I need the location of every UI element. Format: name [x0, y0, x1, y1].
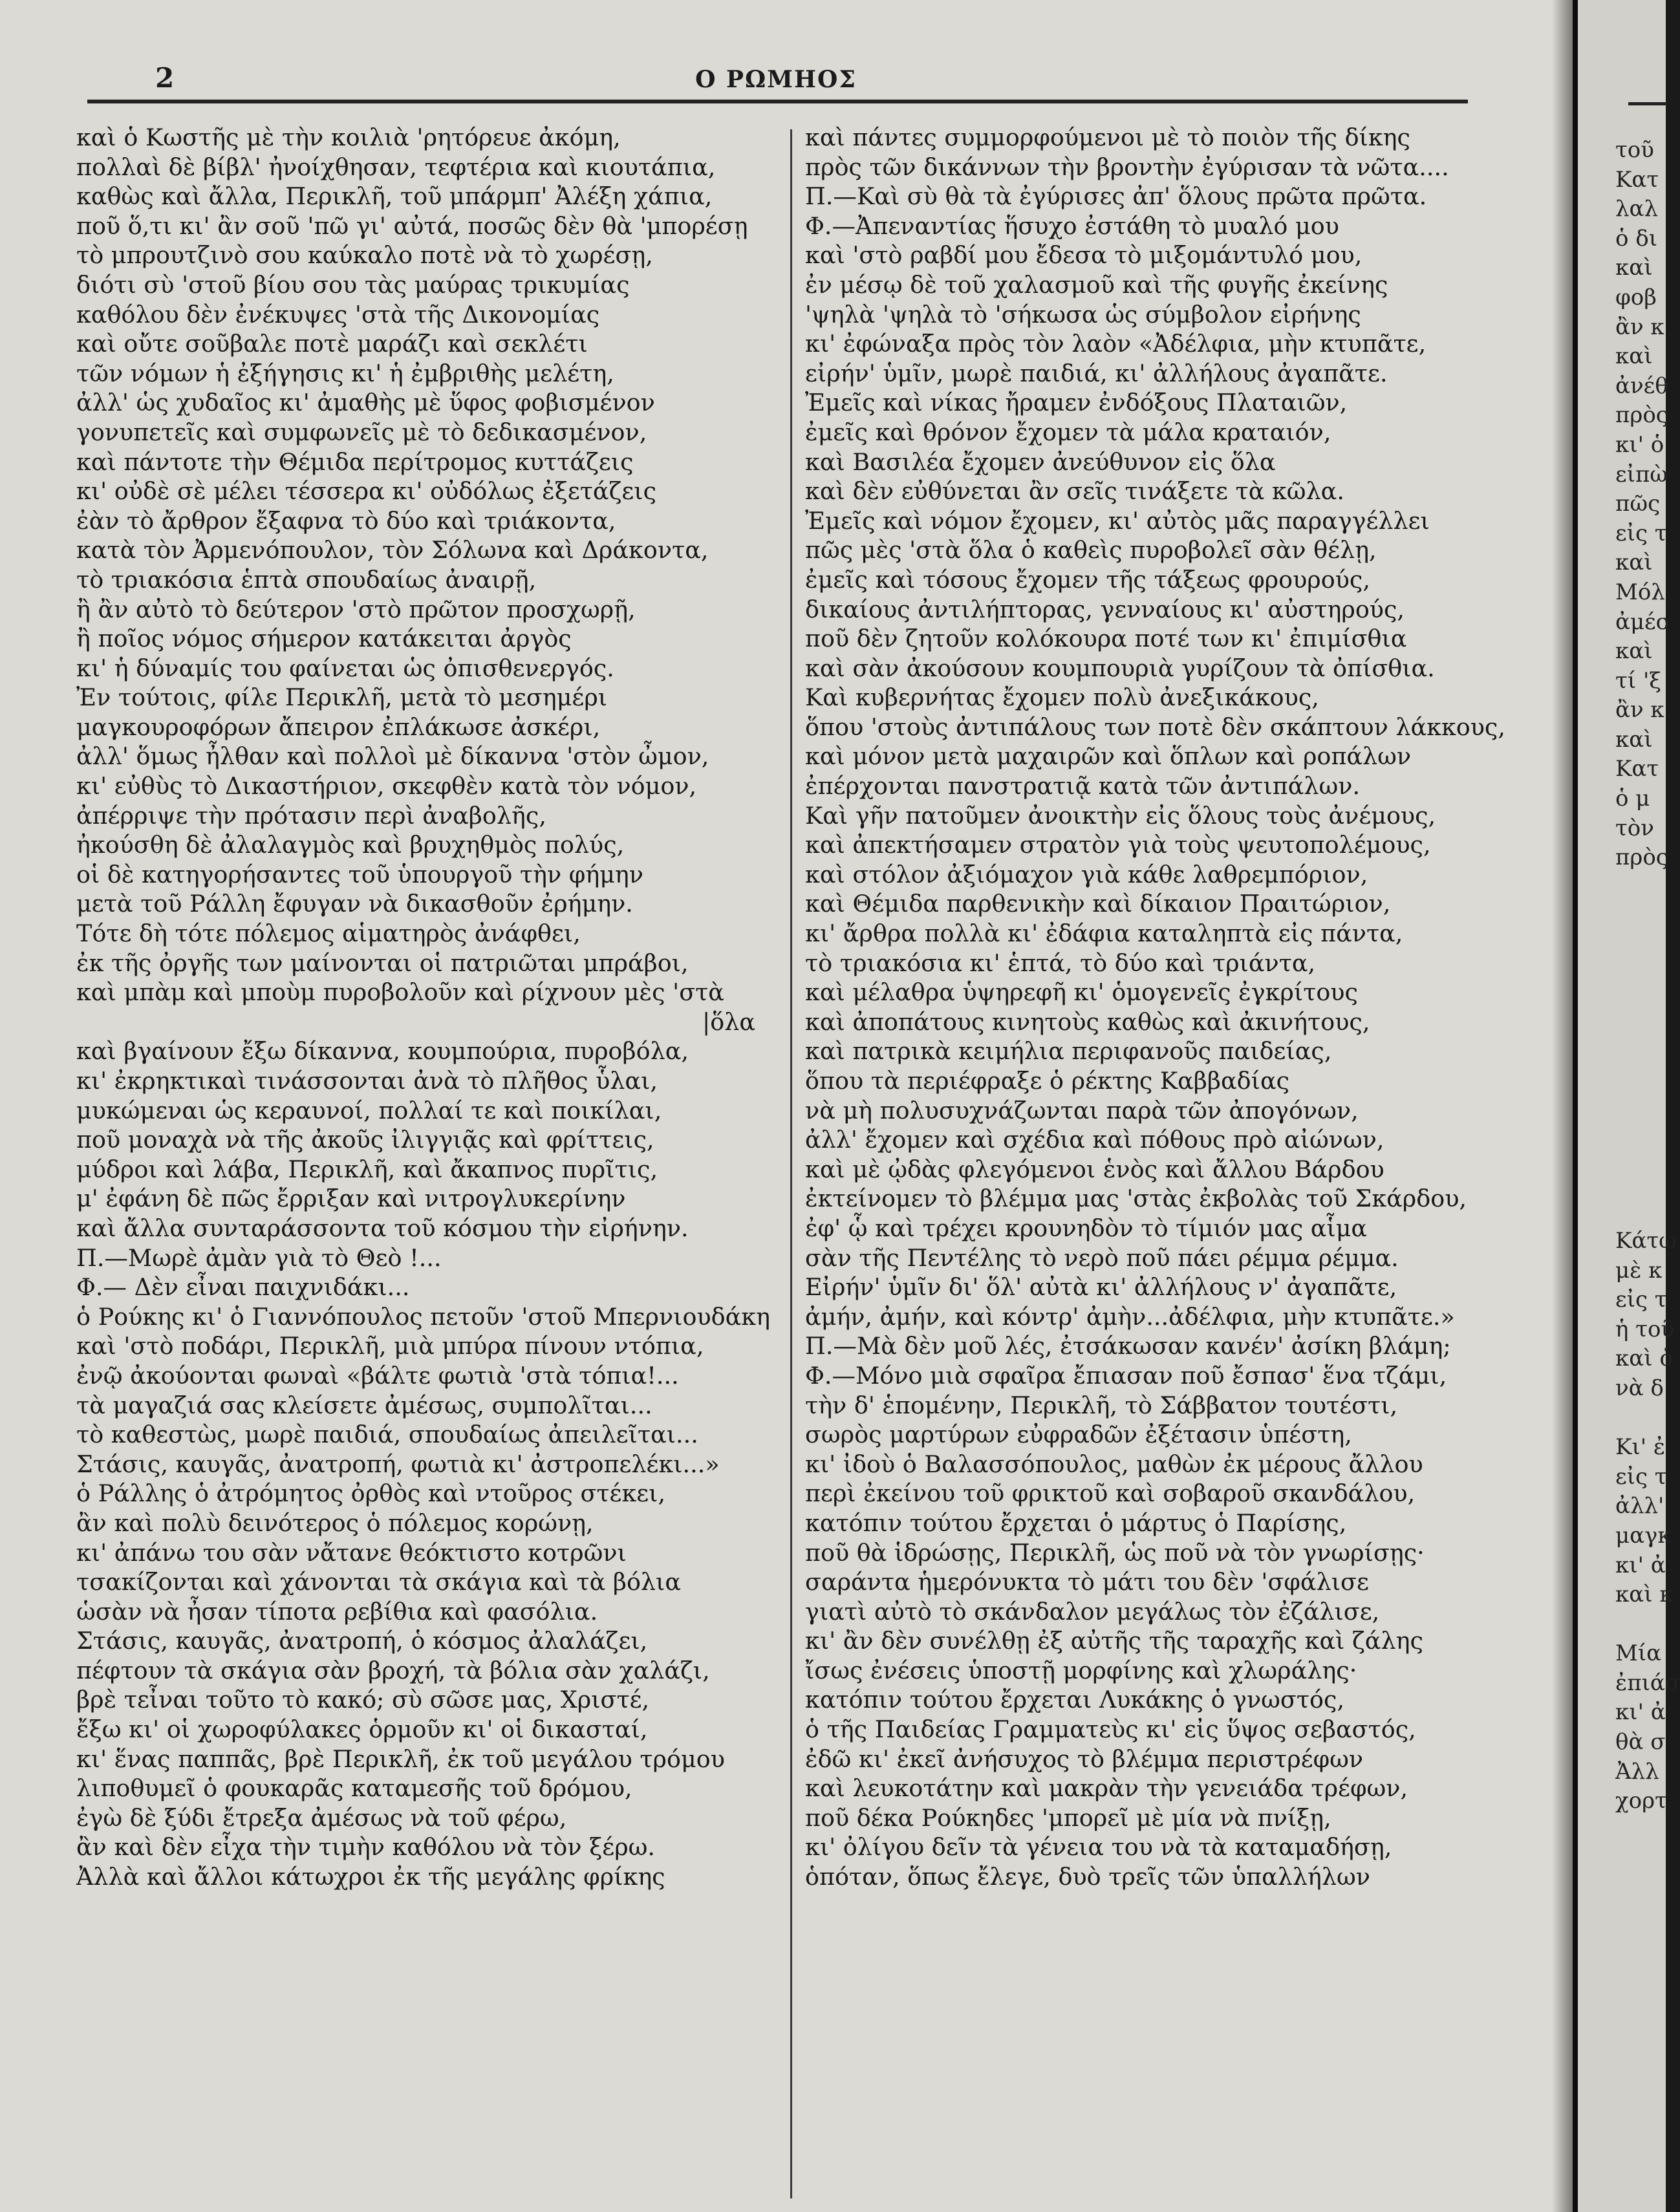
- text-fragment: ὁ δι: [1615, 225, 1658, 252]
- adjacent-page-text: [1615, 136, 1680, 1816]
- text-line: καὶ 'στὸ ραβδί μου ἔδεσα τὸ μιξομάντυλό μου,: [805, 241, 1362, 270]
- text-fragment: [1615, 1138, 1680, 1168]
- text-line: καὶ πάντοτε τὴν Θέμιδα περίτρομος κυττάζεις: [76, 447, 634, 476]
- text-line: λιποθυμεῖ ὁ φουκαρᾶς καταμεσῆς τοῦ δρόμου,: [76, 1774, 632, 1803]
- text-line: τῶν νόμων ἡ ἐξήγησις κι' ἡ ἐμβριθὴς μελέτη,: [76, 359, 614, 387]
- text-fragment: τί 'ξ: [1615, 667, 1662, 694]
- text-line: τὸ καθεστὼς, μωρὲ παιδιά, σπουδαίως ἀπειλεῖται...: [76, 1421, 698, 1449]
- text-fragment: χορτ: [1615, 1788, 1667, 1814]
- text-line: κι' ἀπάνω του σὰν νἄτανε θεόκτιστο κοτρῶνι: [76, 1538, 627, 1567]
- text-line: ἐφ' ᾧ καὶ τρέχει κρουνηδὸν τὸ τίμιόν μας αἷμα: [805, 1214, 1368, 1242]
- text-fragment: καὶ: [1615, 343, 1653, 370]
- text-line: ἔξω κι' οἱ χωροφύλακες ὁρμοῦν κι' οἱ δικασταί,: [76, 1715, 648, 1744]
- text-line: Καὶ γῆν πατοῦμεν ἀνοικτὴν εἰς ὅλους τοὺς ἀνέμους,: [805, 801, 1436, 830]
- text-fragment: [1615, 1049, 1680, 1079]
- text-fragment: ἀμέσ: [1615, 608, 1671, 635]
- header-rule: [87, 100, 1468, 103]
- text-fragment: κι' ἀ: [1615, 1699, 1666, 1726]
- text-line: ἐγὼ δὲ ξύδι ἔτρεξα ἀμέσως νὰ τοῦ φέρω,: [76, 1803, 567, 1832]
- text-line: ἀμήν, ἀμήν, καὶ κόντρ' ἀμὴν...ἀδέλφια, μὴν κτυπᾶτε.»: [805, 1302, 1455, 1331]
- text-line: εἰρήν' ὑμῖν, μωρὲ παιδιά, κι' ἀλλήλους ἀγαπᾶτε.: [805, 359, 1388, 387]
- text-line: τὸ τριακόσια κι' ἑπτά, τὸ δύο καὶ τριάντα,: [805, 949, 1316, 977]
- text-line: Ἐμεῖς καὶ νόμον ἔχομεν, κι' αὐτὸς μᾶς παραγγέλλει: [805, 506, 1430, 535]
- text-fragment: ὁ μ: [1615, 786, 1650, 812]
- text-fragment: ἂν κ: [1615, 314, 1664, 340]
- text-line: πέφτουν τὰ σκάγια σὰν βροχή, τὰ βόλια σὰν χαλάζι,: [76, 1656, 710, 1684]
- text-line: κατόπιν τούτου ἔρχεται Λυκάκης ὁ γνωστός,: [805, 1686, 1345, 1714]
- text-fragment: Κατ: [1615, 166, 1659, 193]
- text-line: ποῦ δὲν ζητοῦν κολόκουρα ποτέ των κι' ἐπιμίσθια: [805, 625, 1407, 653]
- text-fragment: [1615, 932, 1680, 961]
- text-line: ἀλλ' ὡς χυδαῖος κι' ἀμαθὴς μὲ ὕφος φοβισμένον: [76, 389, 655, 417]
- text-fragment: εἰς τ: [1615, 1287, 1667, 1313]
- text-fragment: [1615, 1197, 1680, 1227]
- text-line: ἐμεῖς καὶ θρόνον ἔχομεν τὰ μάλα κραταιόν,: [805, 418, 1331, 446]
- text-fragment: Μόλ: [1615, 579, 1665, 605]
- text-line: Φ.— Δὲν εἶναι παιχνιδάκι...: [76, 1273, 410, 1302]
- text-line: καὶ βγαίνουν ἔξω δίκαννα, κουμπούρια, πυροβόλα,: [76, 1037, 689, 1066]
- text-line: ὅπου τὰ περιέφραξε ὁ ρέκτης Καββαδίας: [805, 1067, 1290, 1095]
- text-line: ἐνῷ ἀκούονται φωναὶ «βάλτε φωτιὰ 'στὰ τόπια!...: [76, 1361, 679, 1390]
- text-line: ἀπέρριψε τὴν πρότασιν περὶ ἀναβολῆς,: [76, 801, 546, 830]
- text-fragment: κι' ὁ: [1615, 431, 1664, 458]
- text-line: κι' ὀλίγου δεῖν τὰ γένεια του νὰ τὰ καταμαδήσῃ,: [805, 1833, 1392, 1862]
- text-line: πρὸς τῶν δικάννων τὴν βροντὴν ἐγύρισαν τὰ νῶτα....: [805, 153, 1449, 181]
- text-line: καὶ ὁ Κωστῆς μὲ τὴν κοιλιὰ 'ρητόρευε ἀκόμη,: [76, 123, 621, 151]
- text-fragment: ἀλλ': [1615, 1493, 1664, 1519]
- text-line: ἐν μέσῳ δὲ τοῦ χαλασμοῦ καὶ τῆς φυγῆς ἐκείνης: [805, 270, 1388, 299]
- text-line: καὶ μὲ ᾠδὰς φλεγόμενοι ἑνὸς καὶ ἄλλου Βάρδου: [805, 1155, 1384, 1183]
- text-fragment: Κατ: [1615, 756, 1659, 782]
- text-fragment: πρὸς: [1615, 402, 1668, 429]
- text-fragment: καὶ: [1615, 550, 1653, 576]
- text-line: μύδροι καὶ λάβα, Περικλῆ, καὶ ἄκαπνος πυρῖτις,: [76, 1155, 658, 1183]
- text-line: ὁ τῆς Παιδείας Γραμματεὺς κι' εἰς ὕψος σεβαστός,: [805, 1715, 1416, 1744]
- text-line: Π.—Μωρὲ ἀμὰν γιὰ τὸ Θεὸ !...: [76, 1243, 442, 1272]
- text-line: ἐὰν τὸ ἄρθρον ἔξαφνα τὸ δύο καὶ τριάκοντα,: [76, 506, 616, 535]
- text-fragment: τὸν: [1615, 815, 1654, 841]
- text-line: γιατὶ αὐτὸ τὸ σκάνδαλον μεγάλως τὸν ἐζάλισε,: [805, 1597, 1380, 1626]
- text-fragment: εἰς τ: [1615, 520, 1667, 546]
- text-line: καὶ Βασιλέα ἔχομεν ἀνεύθυνον εἰς ὅλα: [805, 447, 1276, 476]
- text-line: πῶς μὲς 'στὰ ὅλα ὁ καθεὶς πυροβολεῖ σὰν θέλῃ,: [805, 536, 1377, 564]
- text-line: καὶ μόνον μετὰ μαχαιρῶν καὶ ὅπλων καὶ ροπάλων: [805, 742, 1412, 771]
- text-line: κατὰ τὸν Ἀρμενόπουλον, τὸν Σόλωνα καὶ Δράκοντα,: [76, 536, 709, 564]
- text-line: ἀλλ' ὅμως ἦλθαν καὶ πολλοὶ μὲ δίκαννα 'στὸν ὦμον,: [76, 742, 709, 771]
- text-fragment: ἂν κ: [1615, 697, 1664, 724]
- text-line: ἠκούσθη δὲ ἀλαλαγμὸς καὶ βρυχηθμὸς πολύς,: [76, 831, 625, 859]
- text-line: καὶ μέλαθρα ὑψηρεφῆ κι' ὁμογενεῖς ἐγκρίτους: [805, 978, 1358, 1007]
- text-fragment: καὶ ὁ: [1615, 1346, 1673, 1372]
- text-line: κι' ἂν δὲν συνέλθῃ ἐξ αὐτῆς τῆς ταραχῆς καὶ ζάλης: [805, 1627, 1423, 1655]
- text-fragment: πῶς: [1615, 491, 1661, 517]
- text-fragment: [1615, 1020, 1680, 1050]
- text-fragment: Κι' ἐ: [1615, 1434, 1666, 1461]
- text-line: 'ψηλὰ 'ψηλὰ τὸ 'σήκωσα ὡς σύμβολον εἰρήνης: [805, 300, 1361, 328]
- text-line: καὶ 'στὸ ποδάρι, Περικλῆ, μιὰ μπύρα πίνουν ντόπια,: [76, 1332, 704, 1360]
- text-fragment: [1615, 902, 1680, 932]
- text-line: τὴν δ' ἑπομένην, Περικλῆ, τὸ Σάββατον τουτέστι,: [805, 1391, 1398, 1419]
- text-fragment: Κάτω: [1615, 1227, 1677, 1254]
- adjacent-page-rule: [1628, 102, 1667, 105]
- text-fragment: καὶ: [1615, 726, 1653, 753]
- text-line: γονυπετεῖς καὶ συμφωνεῖς μὲ τὸ δεδικασμένον,: [76, 418, 647, 446]
- text-fragment: Μία: [1615, 1640, 1662, 1667]
- text-line: κατόπιν τούτου ἔρχεται ὁ μάρτυς ὁ Παρίσης,: [805, 1509, 1347, 1537]
- text-line: ὅπου 'στοὺς ἀντιπάλους των ποτὲ δὲν σκάπτουν λάκκους,: [805, 713, 1505, 741]
- text-fragment: καὶ: [1615, 255, 1653, 281]
- text-fragment: ἐπιάσ: [1615, 1670, 1680, 1696]
- text-line: Εἰρήν' ὑμῖν δι' ὅλ' αὐτὰ κι' ἀλλήλους ν' ἀγαπᾶτε,: [805, 1273, 1397, 1302]
- text-line: Π.—Καὶ σὺ θὰ τὰ ἐγύρισες ἀπ' ὅλους πρῶτα πρῶτα.: [805, 182, 1427, 211]
- text-line: ἢ ἂν αὐτὸ τὸ δεύτερον 'στὸ πρῶτον προσχωρῇ,: [76, 595, 636, 623]
- text-line: σωρὸς μαρτύρων εὐφραδῶν ἐξέτασιν ὑπέστη,: [805, 1421, 1352, 1449]
- running-title: Ο ΡΩΜΗΟΣ: [695, 66, 857, 93]
- text-line: καὶ στόλον ἀξιόμαχον γιὰ κάθε λαθρεμπόριον,: [805, 860, 1368, 888]
- text-line: ἂν καὶ δὲν εἶχα τὴν τιμὴν καθόλου νὰ τὸν ξέρω.: [76, 1833, 656, 1862]
- text-line: ἐδῶ κι' ἐκεῖ ἀνήσυχος τὸ βλέμμα περιστρέφων: [805, 1745, 1364, 1773]
- text-line: ὁ Ράλλης ὁ ἀτρόμητος ὀρθὸς καὶ ντοῦρος στέκει,: [76, 1479, 666, 1508]
- left-column: [76, 123, 775, 1892]
- text-line: διότι σὺ 'στοῦ βίου σου τὰς μαύρας τρικυμίας: [76, 270, 630, 299]
- text-line: τὰ μαγαζιά σας κλείσετε ἀμέσως, συμπολῖται...: [76, 1391, 652, 1419]
- text-fragment: εἰς τ: [1615, 1463, 1667, 1490]
- text-line: Στάσις, καυγᾶς, ἀνατροπή, φωτιὰ κι' ἀστροπελέκι...»: [76, 1450, 720, 1478]
- text-line: κι' ἐκρηκτικαὶ τινάσσονται ἀνὰ τὸ πλῆθος ὗλαι,: [76, 1067, 658, 1095]
- text-fragment: μαγκ: [1615, 1522, 1672, 1549]
- text-line: κι' ἰδοὺ ὁ Βαλασσόπουλος, μαθὼν ἐκ μέρους ἄλλου: [805, 1450, 1423, 1478]
- text-line: Τότε δὴ τότε πόλεμος αἱματηρὸς ἀνάφθει,: [76, 919, 581, 948]
- text-line: καθὼς καὶ ἄλλα, Περικλῆ, τοῦ μπάρμπ' Ἀλέξη χάπια,: [76, 182, 713, 211]
- text-line: Φ.—Ἀπεναντίας ἥσυχο ἐστάθη τὸ μυαλό μου: [805, 211, 1339, 240]
- text-line: καὶ ἄλλα συνταράσσοντα τοῦ κόσμου τὴν εἰρήνην.: [76, 1214, 689, 1242]
- text-line: καὶ ἀπεκτήσαμεν στρατὸν γιὰ τοὺς ψευτοπολέμους,: [805, 831, 1431, 859]
- text-fragment: Ἀλλ: [1615, 1758, 1659, 1785]
- text-line: οἱ δὲ κατηγορήσαντες τοῦ ὑπουργοῦ τὴν φήμην: [76, 860, 643, 888]
- text-line: μαγκουροφόρων ἄπειρον ἐπλάκωσε ἀσκέρι,: [76, 713, 601, 741]
- text-line: καὶ οὔτε σοῦβαλε ποτὲ μαράζι καὶ σεκλέτι: [76, 330, 588, 358]
- text-fragment: νὰ δ: [1615, 1375, 1664, 1401]
- adjacent-page-edge: [1578, 0, 1680, 2212]
- text-fragment: [1615, 961, 1680, 991]
- text-line: ἴσως ἐνέσεις ὑποστῇ μορφίνης καὶ χλωράλης·: [805, 1656, 1357, 1684]
- text-fragment: κι' ἀ: [1615, 1552, 1666, 1578]
- text-line: περὶ ἐκείνου τοῦ φρικτοῦ καὶ σοβαροῦ σκανδάλου,: [805, 1479, 1416, 1508]
- text-line: ποῦ θὰ ἱδρώσῃς, Περικλῆ, ὡς ποῦ νὰ τὸν γνωρίσῃς·: [805, 1538, 1425, 1567]
- text-line: κι' ἐφώναξα πρὸς τὸν λαὸν «Ἀδέλφια, μὴν κτυπᾶτε,: [805, 330, 1427, 358]
- text-line: καὶ πάντες συμμορφούμενοι μὲ τὸ ποιὸν τῆς δίκης: [805, 123, 1410, 151]
- text-line: τὸ μπρουτζινὸ σου καύκαλο ποτὲ νὰ τὸ χωρέσῃ,: [76, 241, 653, 270]
- text-line: ἢ ποῖος νόμος σήμερον κατάκειται ἀργὸς: [76, 625, 572, 653]
- text-line: σὰν τῆς Πεντέλης τὸ νερὸ ποῦ πάει ρέμμα ρέμμα.: [805, 1243, 1399, 1272]
- text-line: δικαίους ἀντιλήπτορας, γενναίους κι' αὐστηρούς,: [805, 595, 1405, 623]
- text-line: ποῦ δέκα Ρούκηδες 'μπορεῖ μὲ μία νὰ πνίξῃ,: [805, 1803, 1331, 1832]
- text-line: ὁπόταν, ὅπως ἔλεγε, δυὸ τρεῖς τῶν ὑπαλλήλων: [805, 1863, 1370, 1891]
- page-gutter-shadow: [1552, 0, 1578, 2212]
- text-line: ἀλλ' ἔχομεν καὶ σχέδια καὶ πόθους πρὸ αἰώνων,: [805, 1126, 1384, 1154]
- text-line: Ἀλλὰ καὶ ἄλλοι κάτωχροι ἐκ τῆς μεγάλης φρίκης: [76, 1863, 665, 1891]
- text-line: ἐμεῖς καὶ τόσους ἔχομεν τῆς τάξεως φρουρούς,: [805, 565, 1370, 594]
- text-line: καὶ Θέμιδα παρθενικὴν καὶ δίκαιον Πραιτώριον,: [805, 890, 1391, 918]
- page-number: 2: [155, 62, 175, 94]
- text-fragment: ἡ τοῦ: [1615, 1316, 1675, 1342]
- text-line: καὶ λευκοτάτην καὶ μακρὰν τὴν γενειάδα τρέφων,: [805, 1774, 1408, 1803]
- text-line: ἂν καὶ πολὺ δεινότερος ὁ πόλεμος κορώνῃ,: [76, 1509, 594, 1537]
- text-line: καθόλου δὲν ἐνέκυψες 'στὰ τῆς Δικονομίας: [76, 300, 600, 328]
- text-line: πολλαὶ δὲ βίβλ' ἠνοίχθησαν, τεφτέρια καὶ κιουτάπια,: [76, 153, 716, 181]
- text-line: Στάσις, καυγᾶς, ἀνατροπή, ὁ κόσμος ἀλαλάζει,: [76, 1627, 648, 1655]
- text-fragment: [1615, 1404, 1680, 1434]
- text-fragment: καὶ κ: [1615, 1582, 1674, 1608]
- text-fragment: τοῦ: [1615, 137, 1654, 163]
- text-line: νὰ μὴ πολυσυχνάζωνται παρὰ τῶν ἀπογόνων,: [805, 1096, 1359, 1124]
- text-line: κι' εὐθὺς τὸ Δικαστήριον, σκεφθὲν κατὰ τὸν νόμον,: [76, 772, 697, 800]
- text-line: κι' ἄρθρα πολλὰ κι' ἐδάφια καταληπτὰ εἰς πάντα,: [805, 919, 1403, 948]
- text-line: καὶ δὲν εὐθύνεται ἂν σεῖς τινάξετε τὰ κῶλα.: [805, 477, 1344, 506]
- text-line: κι' ἡ δύναμίς του φαίνεται ὡς ὀπισθενεργός.: [76, 654, 614, 682]
- text-fragment: μὲ κ: [1615, 1257, 1663, 1283]
- text-line: ἐκ τῆς ὀργῆς των μαίνονται οἱ πατριῶται μπράβοι,: [76, 949, 689, 977]
- text-line: Καὶ κυβερνήτας ἔχομεν πολὺ ἀνεξικάκους,: [805, 683, 1319, 712]
- text-line: καὶ μπὰμ καὶ μποὺμ πυροβολοῦν καὶ ρίχνουν μὲς 'στὰ: [76, 978, 724, 1007]
- text-line: μ' ἐφάνη δὲ πῶς ἔρριξαν καὶ νιτρογλυκερίνην: [76, 1185, 626, 1213]
- text-fragment: [1615, 873, 1680, 903]
- text-line: σαράντα ἡμερόνυκτα τὸ μάτι του δὲν 'σφάλισε: [805, 1568, 1369, 1596]
- text-fragment: φοβ: [1615, 284, 1657, 310]
- text-line: ποῦ ὅ,τι κι' ἂν σοῦ 'πῶ γι' αὐτά, ποσῶς δὲν θὰ 'μπορέσῃ: [76, 211, 748, 240]
- text-line: τσακίζονται καὶ χάνονται τὰ σκάγια καὶ τὰ βόλια: [76, 1568, 682, 1596]
- text-fragment: θὰ σ: [1615, 1729, 1666, 1756]
- text-line: Ἐν τούτοις, φίλε Περικλῆ, μετὰ τὸ μεσημέρι: [76, 683, 608, 712]
- text-fragment: εἰπὼ: [1615, 461, 1668, 488]
- text-line: Ἐμεῖς καὶ νίκας ἤραμεν ἐνδόξους Πλαταιῶν,: [805, 389, 1348, 417]
- text-line: ἐκτείνομεν τὸ βλέμμα μας 'στὰς ἐκβολὰς τοῦ Σκάρδου,: [805, 1185, 1467, 1213]
- text-line: καὶ πατρικὰ κειμήλια περιφανοῦς παιδείας,: [805, 1037, 1332, 1066]
- text-fragment: [1615, 1079, 1680, 1109]
- text-line: κι' οὐδὲ σὲ μέλει τέσσερα κι' οὐδόλως ἐξετάζεις: [76, 477, 657, 506]
- text-fragment: καὶ: [1615, 638, 1653, 665]
- text-fragment: ἀνέθ: [1615, 372, 1668, 399]
- text-line: ποῦ μοναχὰ νὰ τῆς ἀκοῦς ἰλιγγιᾷς καὶ φρίττεις,: [76, 1126, 654, 1154]
- text-line: καὶ σὰν ἀκούσουν κουμπουριὰ γυρίζουν τὰ ὀπίσθια.: [805, 654, 1435, 682]
- text-line: καὶ ἀποπάτους κινητοὺς καθὼς καὶ ἀκινήτους,: [805, 1007, 1370, 1036]
- text-line: κι' ἕνας παππᾶς, βρὲ Περικλῆ, ἐκ τοῦ μεγάλου τρόμου: [76, 1745, 725, 1773]
- text-line: βρὲ τεἶναι τοῦτο τὸ κακό; σὺ σῶσε μας, Χριστέ,: [76, 1686, 650, 1714]
- right-column: [805, 123, 1505, 1892]
- text-line: Φ.—Μόνο μιὰ σφαῖρα ἔπιασαν ποῦ ἔσπασ' ἕνα τζάμι,: [805, 1361, 1447, 1390]
- text-line: ἐπέρχονται πανστρατιᾷ κατὰ τῶν ἀντιπάλων.: [805, 772, 1361, 800]
- text-fragment: [1615, 991, 1680, 1020]
- text-line: τὸ τριακόσια ἑπτὰ σπουδαίως ἀναιρῇ,: [76, 565, 537, 594]
- text-line: Π.—Μὰ δὲν μοῦ λές, ἐτσάκωσαν κανέν' ἀσίκη βλάμη;: [805, 1332, 1451, 1360]
- text-line: μετὰ τοῦ Ράλλη ἔφυγαν νὰ δικασθοῦν ἐρήμην.: [76, 890, 633, 918]
- text-fragment: λαλ: [1615, 196, 1659, 222]
- text-line: ὁ Ρούκης κι' ὁ Γιαννόπουλος πετοῦν 'στοῦ Μπερνιουδάκη: [76, 1302, 770, 1331]
- text-fragment: [1615, 1168, 1680, 1197]
- column-divider: [790, 129, 792, 2198]
- text-line: |ὅλα: [702, 1007, 755, 1036]
- text-line: μυκώμεναι ὡς κεραυνοί, πολλαί τε καὶ ποικίλαι,: [76, 1096, 662, 1124]
- text-fragment: [1615, 1109, 1680, 1139]
- text-fragment: πρὸς: [1615, 844, 1668, 871]
- text-line: ὡσὰν νὰ ἦσαν τίποτα ρεβίθια καὶ φασόλια.: [76, 1597, 598, 1626]
- text-fragment: [1615, 1610, 1680, 1640]
